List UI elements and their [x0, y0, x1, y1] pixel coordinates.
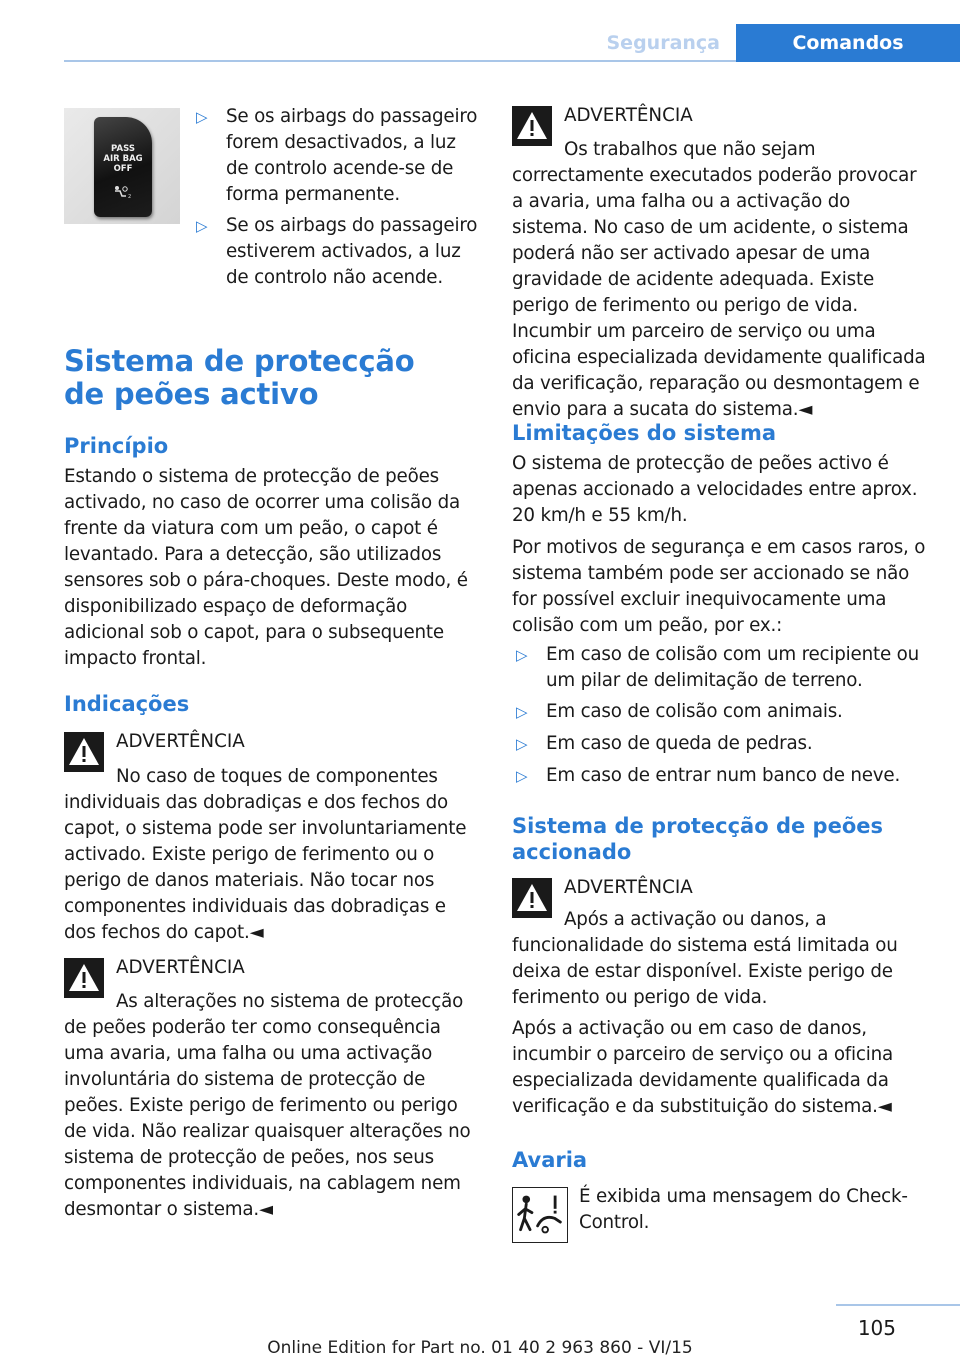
principle-heading: Princípio — [64, 434, 169, 458]
airbag-lamp-line2: AIR BAG — [103, 154, 143, 164]
bullet-triangle-icon: ▷ — [196, 108, 208, 126]
list-item — [192, 213, 482, 291]
bullet-triangle-icon: ▷ — [516, 767, 528, 785]
bullet-triangle-icon: ▷ — [516, 735, 528, 753]
fault-text: É exibida uma mensagem do Check-Control. — [579, 1186, 908, 1233]
section-title: Sistema de protecção de peões activo — [64, 344, 415, 411]
svg-text:2: 2 — [128, 194, 132, 199]
limitations-heading: Limitações do sistema — [512, 421, 777, 445]
header-section: Segurança — [606, 32, 720, 54]
list-item — [512, 731, 928, 757]
bullet-triangle-icon: ▷ — [196, 217, 208, 235]
list-item — [512, 763, 928, 789]
warning-text: Os trabalhos que não sejam correctamente executados poderão provocar a avaria, uma falha ou a activação do sistema. No caso de um acidente, o sistema poderá não ser activado apesar de uma gravidade de acidente adequada. Existe perigo de ferimento ou perigo de vida. Incumbir um parceiro de serviço ou uma oficina especializada devidamente qualificada da verificação, reparação ou desmontagem e envio para a sucata do sistema.◄ — [512, 139, 926, 420]
triggered-heading: Sistema de protecção de peões accionado — [512, 814, 883, 864]
page-number-rule — [836, 1304, 960, 1306]
warning-text: Após a activação ou danos, a funcionalidade do sistema está limitada ou deixa de estar disponível. Existe perigo de ferimento ou perigo de vida. — [512, 909, 898, 1008]
header-chapter-tab: Comandos — [736, 24, 960, 62]
warning-text: No caso de toques de componentes individuais das dobradiças e dos fechos do capot, o sistema pode ser involuntariamente activado. Existe perigo de ferimento ou o perigo de danos materiais. Não tocar nos componentes individuais das dobradiças e dos fechos do capot.◄ — [64, 766, 467, 943]
list-item — [512, 642, 928, 694]
footer-edition: Online Edition for Part no. 01 40 2 963 860 - VI/15 — [267, 1338, 693, 1358]
airbag-lamp-label — [94, 144, 152, 174]
warning-title: ADVERTÊNCIA — [116, 731, 245, 752]
warning-title: ADVERTÊNCIA — [116, 957, 245, 978]
principle-text: Estando o sistema de protecção de peões activado, no caso de ocorrer uma colisão da frente da viatura com um peão, o capot é levantado. Para a detecção, são utilizados sensores sob o pára-choques. Deste modo, é disponibilizado espaço de deformação adicional sob o capot, para o subsequente impacto frontal. — [64, 466, 468, 669]
bullet-triangle-icon: ▷ — [516, 703, 528, 721]
limitation-bullet-4: Em caso de entrar num banco de neve. — [546, 765, 901, 786]
pedestrian-icon — [513, 1188, 566, 1241]
passenger-seat-icon — [112, 185, 134, 199]
fault-heading: Avaria — [512, 1148, 588, 1172]
page-number: 105 — [857, 1316, 896, 1340]
warning-text: As alterações no sistema de protecção de peões poderão ter como consequência uma avaria, uma falha ou uma activação involuntária do sistema de protecção de peões. Existe perigo de ferimento ou perigo de vida. Não realizar quaisquer alterações no sistema de protecção de peões, nos seus componentes individuais, na cablagem nem desmontar o sistema.◄ — [64, 991, 471, 1220]
bullet-triangle-icon: ▷ — [516, 646, 528, 664]
notes-heading: Indicações — [64, 692, 190, 716]
list-item — [512, 699, 928, 725]
warning-title: ADVERTÊNCIA — [564, 105, 693, 126]
limitation-bullet-1: Em caso de colisão com um recipiente ou um pilar de delimitação de terreno. — [546, 644, 919, 691]
airbag-bullet-1: Se os airbags do passageiro forem desactivados, a luz de controlo acende-se de forma permanente. — [226, 106, 478, 205]
airbag-lamp-line1: PASS — [111, 144, 135, 154]
warning-title: ADVERTÊNCIA — [564, 877, 693, 898]
list-item — [192, 104, 482, 208]
airbag-lamp-line3: OFF — [113, 164, 133, 174]
page-header — [64, 24, 960, 62]
limitation-bullet-3: Em caso de queda de pedras. — [546, 733, 813, 754]
limitations-text-1: O sistema de protecção de peões activo é apenas accionado a velocidades entre aprox. 20 km/h e 55 km/h. — [512, 453, 918, 526]
limitation-bullet-2: Em caso de colisão com animais. — [546, 701, 843, 722]
pedestrian-protection-fault-icon — [512, 1187, 568, 1243]
airbag-off-lamp-image — [64, 108, 180, 224]
limitations-text-2: Por motivos de segurança e em casos raros, o sistema também pode ser accionado se não for possível excluir inequivocamente uma colisão com um peão, por ex.: — [512, 537, 926, 636]
airbag-bullet-2: Se os airbags do passageiro estiverem activados, a luz de controlo não acende. — [226, 215, 478, 288]
triggered-text: Após a activação ou em caso de danos, incumbir o parceiro de serviço ou a oficina especializada devidamente qualificada da verificação e da substituição do sistema.◄ — [512, 1018, 894, 1117]
airbag-lamp-button — [94, 117, 152, 217]
